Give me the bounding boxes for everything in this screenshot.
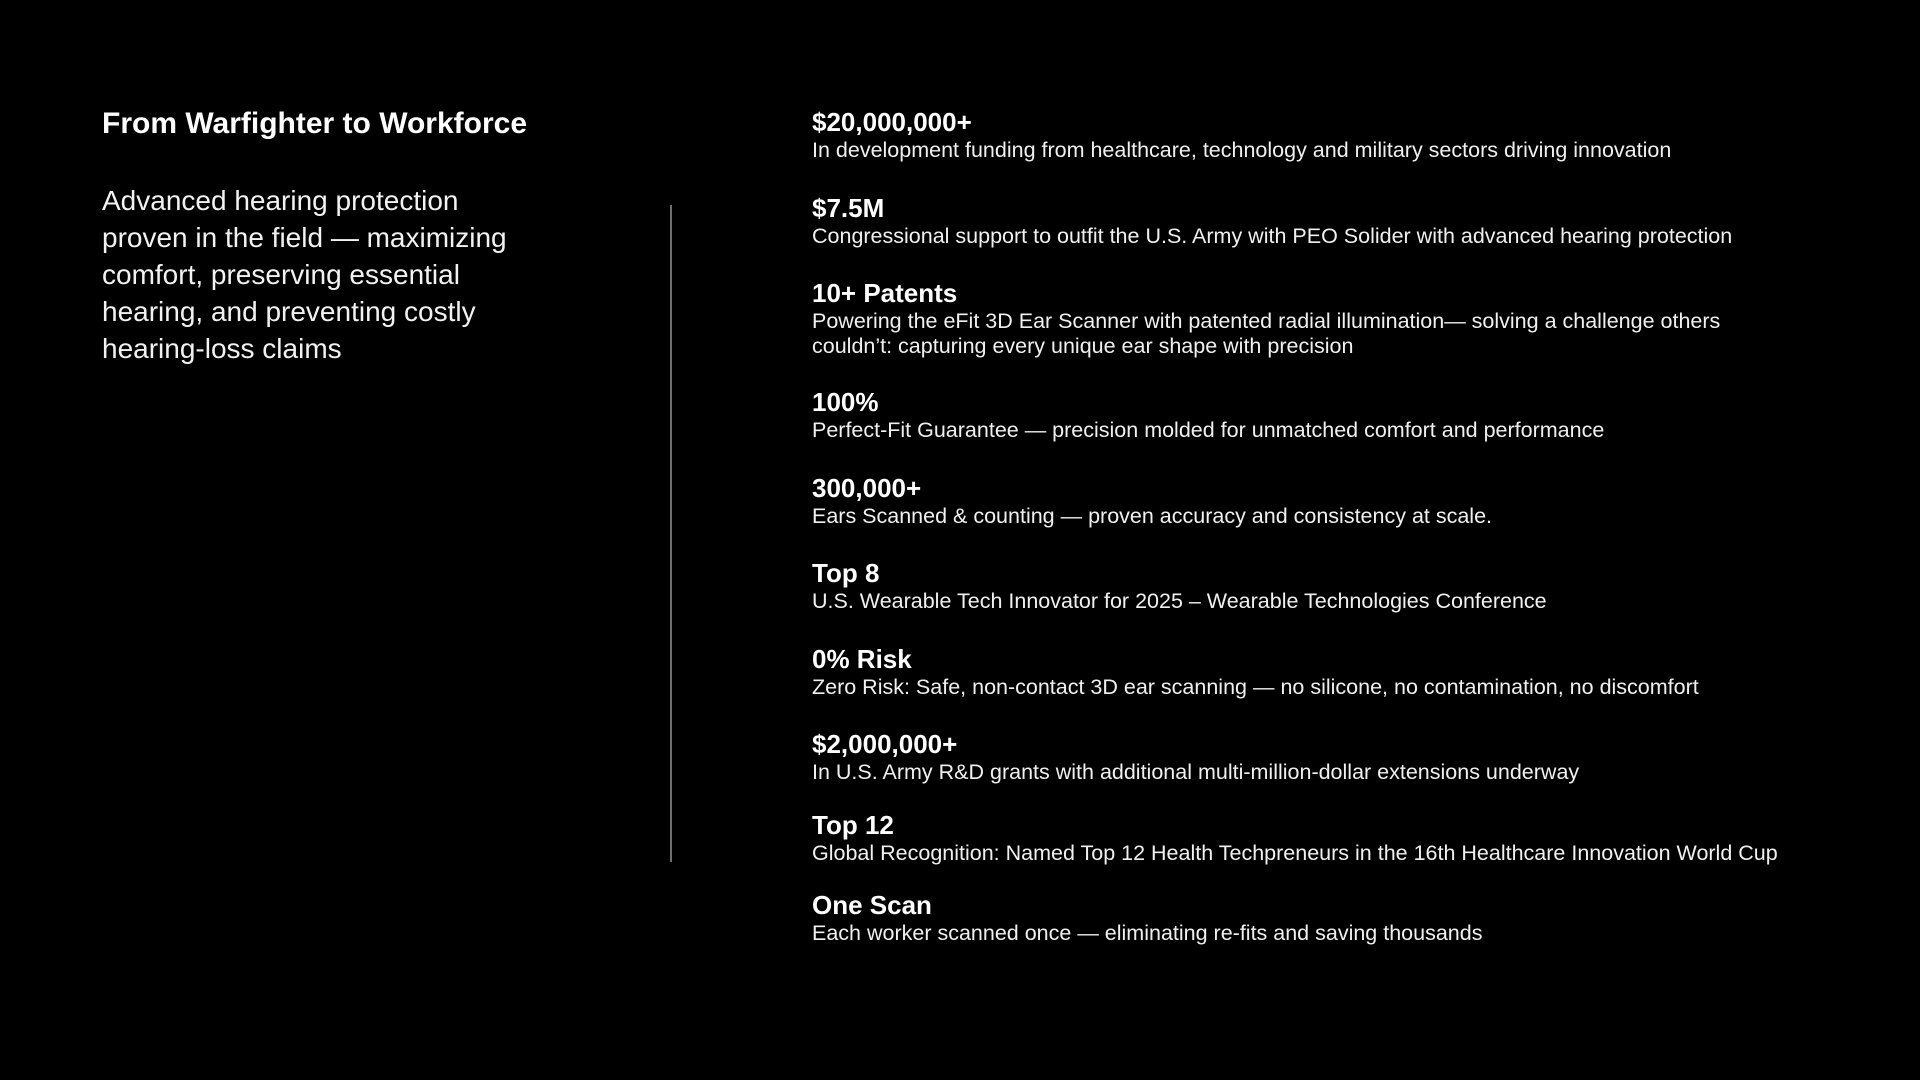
stat-description: U.S. Wearable Tech Innovator for 2025 – Wearable Technologies Conference xyxy=(812,589,1547,613)
stat-value: 100% xyxy=(812,387,879,417)
stat-value: $20,000,000+ xyxy=(812,107,972,137)
stat-description: Congressional support to outfit the U.S. Army with PEO Solider with advanced hearing protection xyxy=(812,224,1733,248)
stat-item-ears-scanned xyxy=(812,472,1892,529)
stat-description: In U.S. Army R&D grants with additional multi-million-dollar extensions underway xyxy=(812,760,1580,784)
stat-value: Top 8 xyxy=(812,558,880,588)
stat-description: Zero Risk: Safe, non-contact 3D ear scanning — no silicone, no contamination, no discomfort xyxy=(812,675,1699,699)
stat-item-global-recognition xyxy=(812,809,1892,866)
stat-description: Powering the eFit 3D Ear Scanner with patented radial illumination— solving a challenge others couldn’t: capturing every unique ear shape with precision xyxy=(812,309,1721,358)
stat-description: In development funding from healthcare, technology and military sectors driving innovation xyxy=(812,138,1672,162)
vertical-divider xyxy=(670,205,672,862)
stat-description: Ears Scanned & counting — proven accuracy and consistency at scale. xyxy=(812,504,1493,528)
stat-item-fit-guarantee xyxy=(812,386,1892,443)
stat-description: Each worker scanned once — eliminating re-fits and saving thousands xyxy=(812,921,1483,945)
stat-description: Perfect-Fit Guarantee — precision molded for unmatched comfort and performance xyxy=(812,418,1605,442)
stat-value: 0% Risk xyxy=(812,644,912,674)
stat-item-patents xyxy=(812,277,1892,359)
stat-value: Top 12 xyxy=(812,810,894,840)
intro-panel xyxy=(102,104,572,367)
stat-item-one-scan xyxy=(812,889,1892,946)
stat-value: $7.5M xyxy=(812,193,885,223)
stat-item-zero-risk xyxy=(812,643,1892,700)
intro-text: Advanced hearing protection proven in the field — maximizing comfort, preserving essential hearing, and preventing costly hearing-loss claims xyxy=(102,185,507,364)
stat-description: Global Recognition: Named Top 12 Health Techpreneurs in the 16th Healthcare Innovation World Cup xyxy=(812,841,1778,865)
stat-value: One Scan xyxy=(812,890,932,920)
stat-value: 300,000+ xyxy=(812,473,922,503)
stat-item-army-grants xyxy=(812,728,1892,785)
slide-headline: From Warfighter to Workforce xyxy=(102,107,528,140)
stat-item-funding xyxy=(812,106,1892,163)
stat-value: $2,000,000+ xyxy=(812,729,958,759)
stat-value: 10+ Patents xyxy=(812,278,958,308)
stat-item-wearable-tech xyxy=(812,557,1892,614)
stats-list xyxy=(812,0,1892,1080)
stat-item-congressional-support xyxy=(812,192,1892,249)
